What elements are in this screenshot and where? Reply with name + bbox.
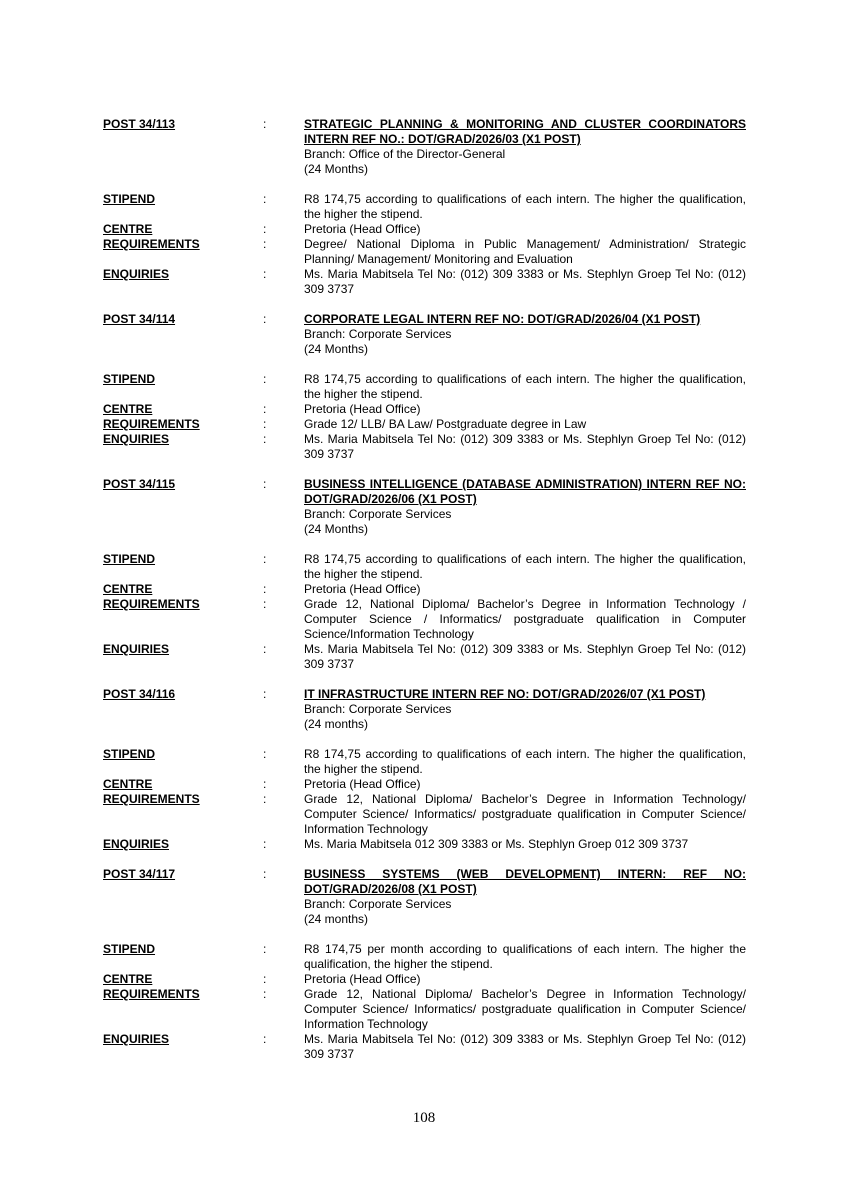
- post-branch: Branch: Office of the Director-General: [304, 147, 506, 161]
- colon-separator: :: [263, 597, 267, 611]
- post-branch: Branch: Corporate Services: [304, 702, 452, 716]
- enquiries-label: ENQUIRIES: [103, 432, 170, 446]
- stipend-label: STIPEND: [103, 552, 156, 566]
- enquiries-value: Ms. Maria Mabitsela 012 309 3383 or Ms. Stephlyn Groep 012 309 3737: [304, 837, 689, 851]
- stipend-value: R8 174,75 according to qualifications of each intern. The higher the qualification, the higher the stipend.: [304, 372, 746, 401]
- centre-value: Pretoria (Head Office): [304, 222, 421, 236]
- centre-value: Pretoria (Head Office): [304, 777, 421, 791]
- requirements-value: Degree/ National Diploma in Public Management/ Administration/ Strategic Planning/ Management/ Monitoring and Evaluation: [304, 237, 746, 266]
- centre-row: [103, 777, 746, 792]
- colon-separator: :: [263, 837, 267, 851]
- colon-separator: :: [263, 552, 267, 566]
- post-duration: (24 months): [304, 912, 369, 926]
- centre-label: CENTRE: [103, 972, 153, 986]
- centre-row: [103, 222, 746, 237]
- post-header: [103, 312, 746, 357]
- colon-separator: :: [263, 987, 267, 1001]
- stipend-row: [103, 747, 746, 777]
- colon-separator: :: [263, 432, 267, 446]
- colon-separator: :: [263, 192, 267, 206]
- centre-value: Pretoria (Head Office): [304, 402, 421, 416]
- colon-separator: :: [263, 792, 267, 806]
- stipend-label: STIPEND: [103, 192, 156, 206]
- centre-label: CENTRE: [103, 402, 153, 416]
- colon-separator: :: [263, 747, 267, 761]
- colon-separator: :: [263, 972, 267, 986]
- colon-separator: :: [263, 867, 267, 881]
- colon-separator: :: [263, 237, 267, 251]
- post-header: [103, 117, 746, 177]
- enquiries-row: [103, 837, 746, 852]
- colon-separator: :: [263, 222, 267, 236]
- post-duration: (24 months): [304, 717, 369, 731]
- post-duration: (24 Months): [304, 342, 369, 356]
- post-header: [103, 687, 746, 732]
- requirements-value: Grade 12, National Diploma/ Bachelor’s Degree in Information Technology/ Computer Science/ Informatics/ postgraduate qualification in Computer Science/ Information Technology: [304, 792, 746, 836]
- stipend-row: [103, 942, 746, 972]
- post-branch: Branch: Corporate Services: [304, 897, 452, 911]
- stipend-row: [103, 372, 746, 402]
- enquiries-value: Ms. Maria Mabitsela Tel No: (012) 309 3383 or Ms. Stephlyn Groep Tel No: (012) 309 3737: [304, 267, 746, 296]
- stipend-row: [103, 192, 746, 222]
- requirements-label: REQUIREMENTS: [103, 792, 200, 806]
- enquiries-row: [103, 432, 746, 462]
- colon-separator: :: [263, 312, 267, 326]
- centre-label: CENTRE: [103, 582, 153, 596]
- post-number: POST 34/113: [103, 117, 176, 131]
- post-title: CORPORATE LEGAL INTERN REF NO: DOT/GRAD/2026/04 (X1 POST): [304, 312, 701, 326]
- document-body: [103, 117, 746, 1062]
- enquiries-value: Ms. Maria Mabitsela Tel No: (012) 309 3383 or Ms. Stephlyn Groep Tel No: (012) 309 3737: [304, 642, 746, 671]
- stipend-value: R8 174,75 according to qualifications of each intern. The higher the qualification, the higher the stipend.: [304, 192, 746, 221]
- colon-separator: :: [263, 642, 267, 656]
- page-number: 108: [412, 1110, 436, 1126]
- requirements-value: Grade 12, National Diploma/ Bachelor’s Degree in Information Technology/ Computer Science/ Informatics/ postgraduate qualification in Computer Science/ Information Technology: [304, 987, 746, 1031]
- post-header: [103, 477, 746, 537]
- stipend-value: R8 174,75 per month according to qualifications of each intern. The higher the qualification, the higher the stipend.: [304, 942, 746, 971]
- colon-separator: :: [263, 477, 267, 491]
- centre-value: Pretoria (Head Office): [304, 582, 421, 596]
- enquiries-row: [103, 267, 746, 297]
- colon-separator: :: [263, 372, 267, 386]
- requirements-value: Grade 12/ LLB/ BA Law/ Postgraduate degree in Law: [304, 417, 587, 431]
- requirements-label: REQUIREMENTS: [103, 597, 200, 611]
- colon-separator: :: [263, 117, 267, 131]
- enquiries-value: Ms. Maria Mabitsela Tel No: (012) 309 3383 or Ms. Stephlyn Groep Tel No: (012) 309 3737: [304, 432, 746, 461]
- stipend-value: R8 174,75 according to qualifications of each intern. The higher the qualification, the higher the stipend.: [304, 747, 746, 776]
- enquiries-label: ENQUIRIES: [103, 837, 170, 851]
- post-title: BUSINESS SYSTEMS (WEB DEVELOPMENT) INTERN: REF NO: DOT/GRAD/2026/08 (X1 POST): [304, 867, 746, 896]
- enquiries-label: ENQUIRIES: [103, 1032, 170, 1046]
- colon-separator: :: [263, 942, 267, 956]
- post-number: POST 34/114: [103, 312, 176, 326]
- centre-label: CENTRE: [103, 222, 153, 236]
- post-header: [103, 867, 746, 927]
- requirements-label: REQUIREMENTS: [103, 987, 200, 1001]
- colon-separator: :: [263, 417, 267, 431]
- requirements-label: REQUIREMENTS: [103, 417, 200, 431]
- stipend-label: STIPEND: [103, 942, 156, 956]
- enquiries-row: [103, 642, 746, 672]
- colon-separator: :: [263, 582, 267, 596]
- centre-row: [103, 402, 746, 417]
- requirements-row: [103, 237, 746, 267]
- stipend-row: [103, 552, 746, 582]
- post-title: STRATEGIC PLANNING & MONITORING AND CLUSTER COORDINATORS INTERN REF NO.: DOT/GRAD/2026/03 (X1 POST): [304, 117, 746, 146]
- requirements-label: REQUIREMENTS: [103, 237, 200, 251]
- requirements-row: [103, 987, 746, 1032]
- requirements-row: [103, 597, 746, 642]
- post-number: POST 34/115: [103, 477, 176, 491]
- requirements-value: Grade 12, National Diploma/ Bachelor’s Degree in Information Technology / Computer Science / Informatics/ postgraduate qualification in Computer Science/Information Technology: [304, 597, 746, 641]
- colon-separator: :: [263, 267, 267, 281]
- enquiries-row: [103, 1032, 746, 1062]
- enquiries-value: Ms. Maria Mabitsela Tel No: (012) 309 3383 or Ms. Stephlyn Groep Tel No: (012) 309 3737: [304, 1032, 746, 1061]
- colon-separator: :: [263, 777, 267, 791]
- post-duration: (24 Months): [304, 162, 369, 176]
- post-branch: Branch: Corporate Services: [304, 327, 452, 341]
- colon-separator: :: [263, 1032, 267, 1046]
- post-number: POST 34/117: [103, 867, 176, 881]
- stipend-value: R8 174,75 according to qualifications of each intern. The higher the qualification, the higher the stipend.: [304, 552, 746, 581]
- centre-label: CENTRE: [103, 777, 153, 791]
- centre-row: [103, 972, 746, 987]
- enquiries-label: ENQUIRIES: [103, 642, 170, 656]
- post-branch: Branch: Corporate Services: [304, 507, 452, 521]
- centre-row: [103, 582, 746, 597]
- centre-value: Pretoria (Head Office): [304, 972, 421, 986]
- post-title: IT INFRASTRUCTURE INTERN REF NO: DOT/GRAD/2026/07 (X1 POST): [304, 687, 706, 701]
- post-duration: (24 Months): [304, 522, 369, 536]
- colon-separator: :: [263, 402, 267, 416]
- requirements-row: [103, 417, 746, 432]
- stipend-label: STIPEND: [103, 747, 156, 761]
- colon-separator: :: [263, 687, 267, 701]
- post-title: BUSINESS INTELLIGENCE (DATABASE ADMINISTRATION) INTERN REF NO: DOT/GRAD/2026/06 (X1 POST): [304, 477, 746, 506]
- post-number: POST 34/116: [103, 687, 176, 701]
- stipend-label: STIPEND: [103, 372, 156, 386]
- enquiries-label: ENQUIRIES: [103, 267, 170, 281]
- requirements-row: [103, 792, 746, 837]
